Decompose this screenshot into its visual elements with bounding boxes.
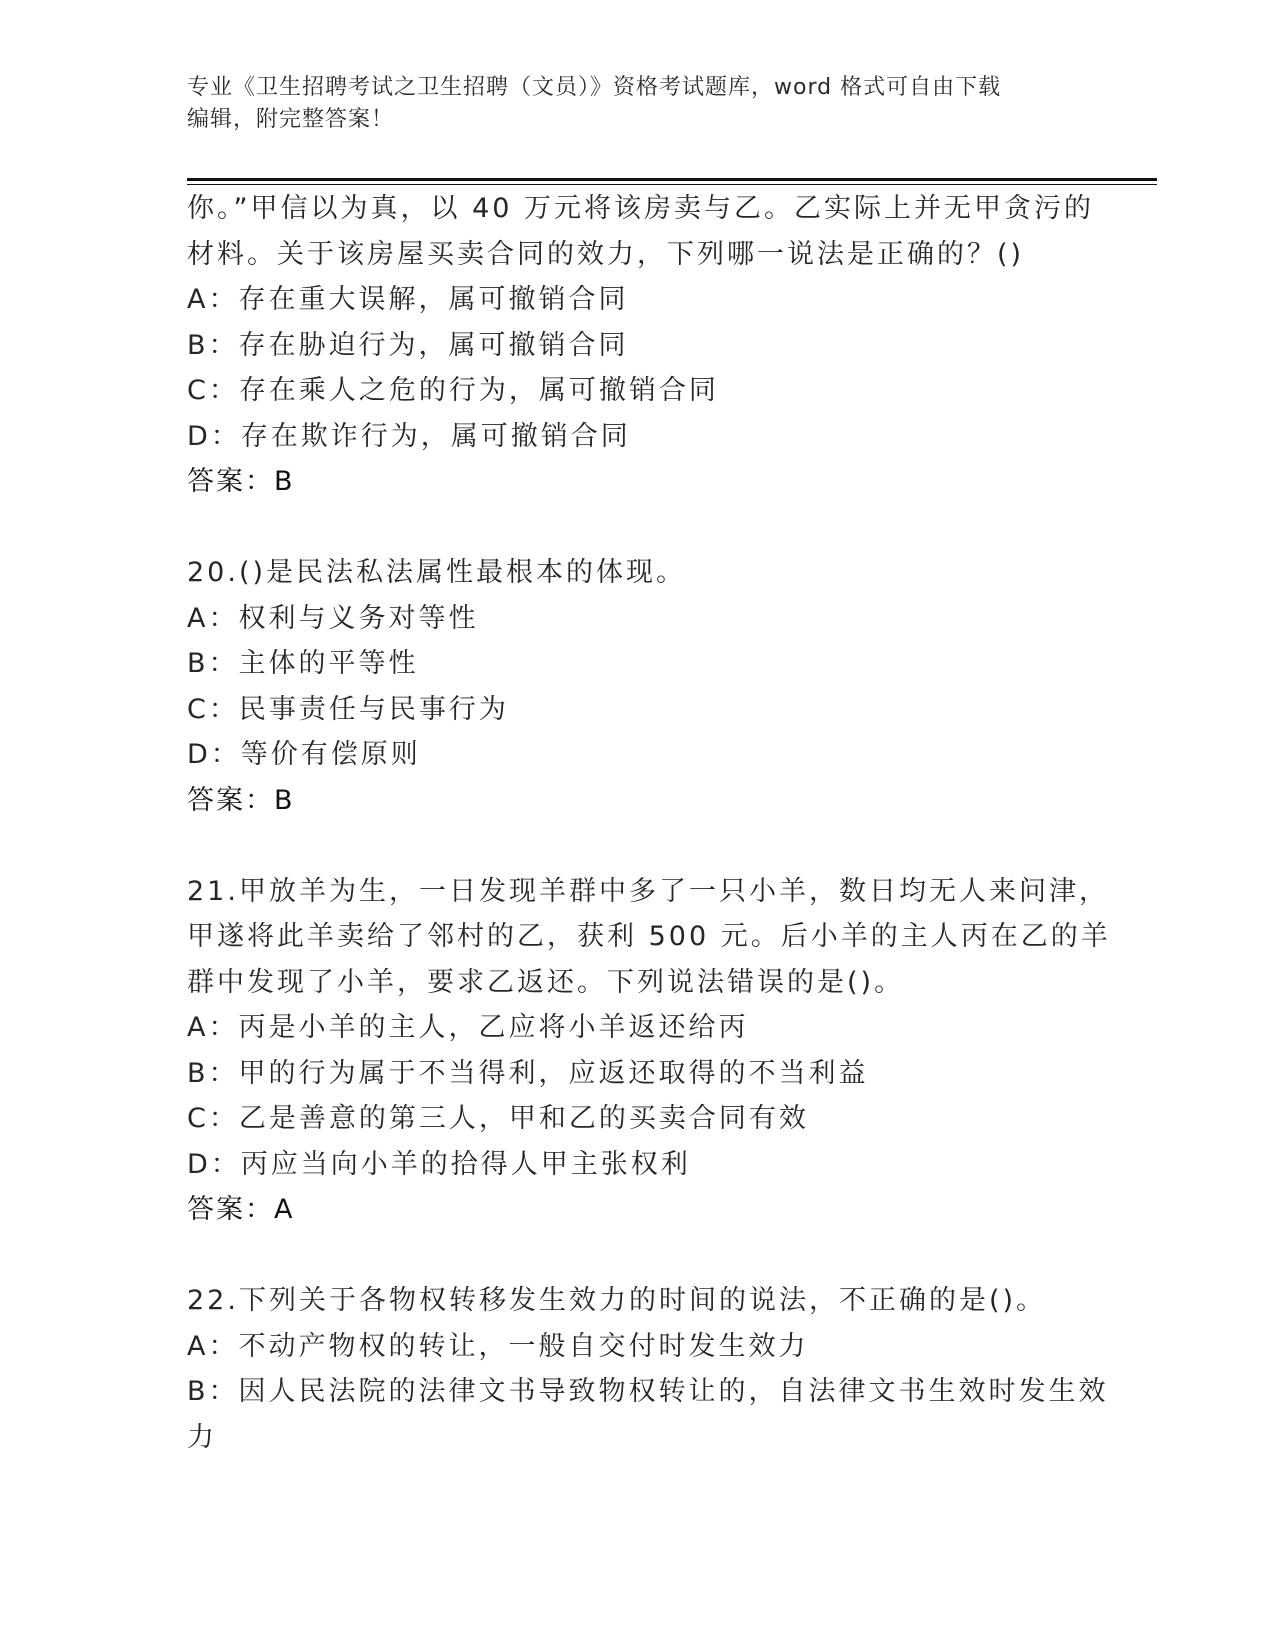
question-19 xyxy=(187,186,1095,505)
option-b-continuation: 力 xyxy=(187,1421,217,1453)
header-title-line-2: 编辑，附完整答案！ xyxy=(187,107,395,132)
document-header xyxy=(187,72,1077,136)
option-a: A：存在重大误解，属可撤销合同 xyxy=(187,284,629,315)
question-20 xyxy=(187,550,1087,823)
option-a: A：丙是小羊的主人，乙应将小羊返还给丙 xyxy=(187,1012,749,1043)
question-stem-line: 20.()是民法私法属性最根本的体现。 xyxy=(187,557,687,588)
spacer xyxy=(187,1233,1087,1279)
answer-line: 答案：B xyxy=(187,466,295,497)
question-stem-line: 材料。关于该房屋买卖合同的效力，下列哪一说法是正确的？() xyxy=(187,238,1025,270)
option-a: A：不动产物权的转让，一般自交付时发生效力 xyxy=(187,1330,809,1362)
option-c: C：民事责任与民事行为 xyxy=(187,693,509,725)
question-list xyxy=(187,186,1111,1460)
question-stem-line: 21.甲放羊为生，一日发现羊群中多了一只小羊，数日均无人来问津， xyxy=(187,875,1109,907)
option-b: B：因人民法院的法律文书导致物权转让的，自法律文书生效时发生效 xyxy=(187,1376,1109,1407)
option-d: D：存在欺诈行为，属可撤销合同 xyxy=(187,420,631,452)
question-21 xyxy=(187,869,1111,1233)
question-stem-line: 群中发现了小羊，要求乙返还。下列说法错误的是()。 xyxy=(187,966,905,998)
header-divider-thick xyxy=(187,178,1157,181)
answer-line: 答案：A xyxy=(187,1194,295,1225)
option-b: B：甲的行为属于不当得利，应返还取得的不当利益 xyxy=(187,1057,869,1089)
question-stem-line: 你。”甲信以为真，以 40 万元将该房卖与乙。乙实际上并无甲贪污的 xyxy=(187,193,1095,224)
option-a: A：权利与义务对等性 xyxy=(187,602,479,634)
question-stem-line: 甲遂将此羊卖给了邻村的乙，获利 500 元。后小羊的主人丙在乙的羊 xyxy=(187,921,1111,952)
option-d: D：等价有偿原则 xyxy=(187,739,421,770)
header-title-line-1: 专业《卫生招聘考试之卫生招聘（文员）》资格考试题库，word 格式可自由下载 xyxy=(187,75,1002,100)
answer-line: 答案：B xyxy=(187,784,295,816)
option-b: B：主体的平等性 xyxy=(187,648,419,679)
question-22 xyxy=(187,1278,1109,1460)
spacer xyxy=(187,823,1087,869)
spacer xyxy=(187,505,1087,551)
question-stem-line: 22.下列关于各物权转移发生效力的时间的说法，不正确的是()。 xyxy=(187,1285,1047,1316)
option-c: C：存在乘人之危的行为，属可撤销合同 xyxy=(187,375,719,406)
header-divider-thin xyxy=(187,184,1157,185)
option-c: C：乙是善意的第三人，甲和乙的买卖合同有效 xyxy=(187,1103,809,1134)
option-b: B：存在胁迫行为，属可撤销合同 xyxy=(187,329,629,361)
option-d: D：丙应当向小羊的拾得人甲主张权利 xyxy=(187,1148,691,1180)
